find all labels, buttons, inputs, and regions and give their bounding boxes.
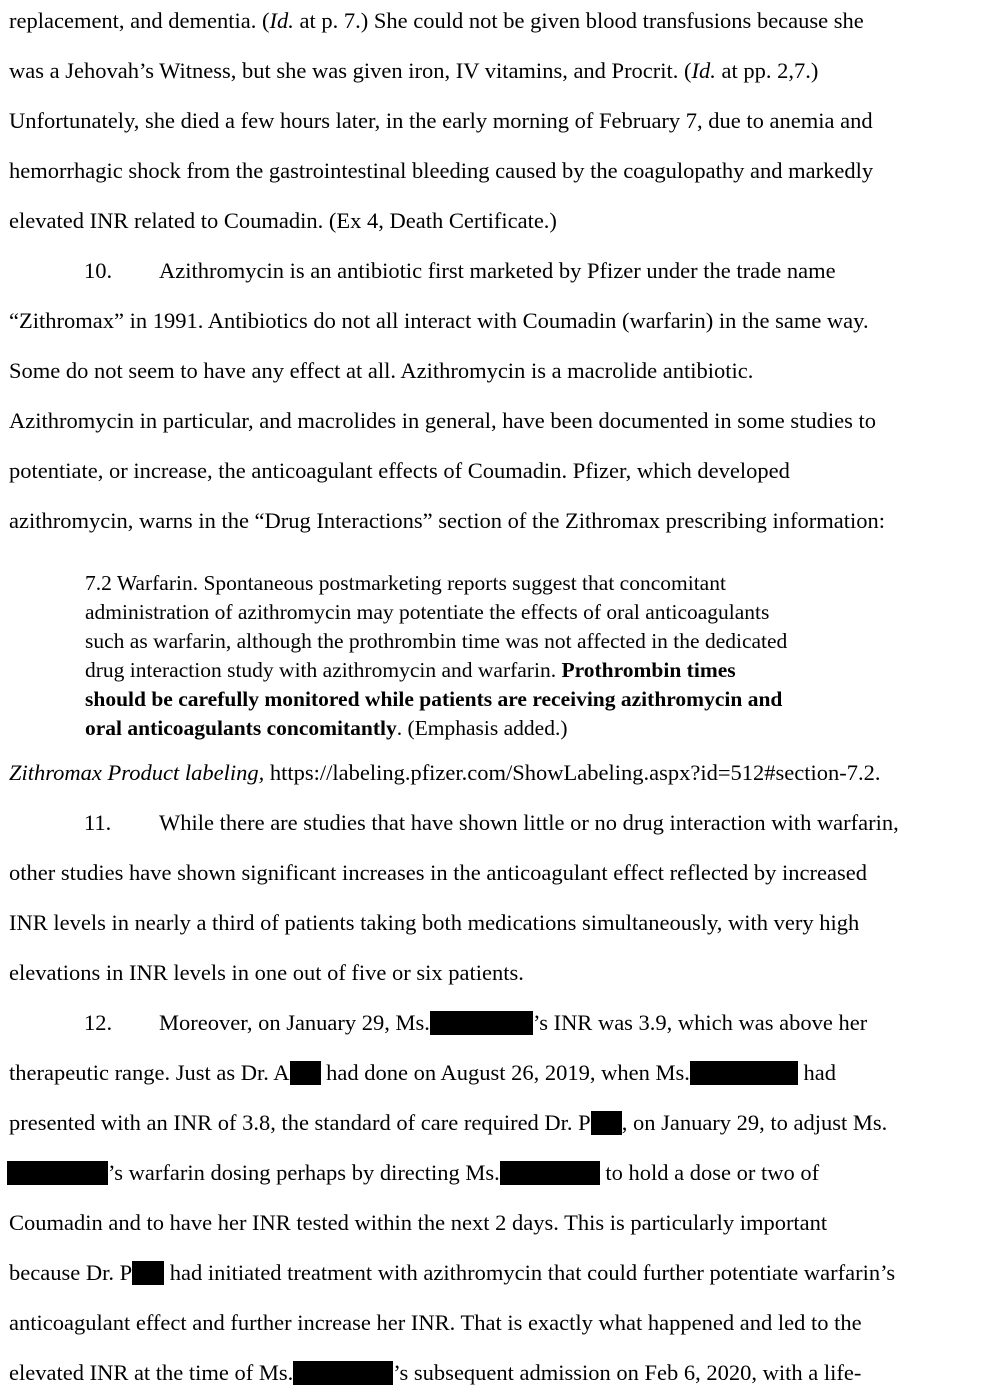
- italic-citation: Id.: [269, 8, 294, 33]
- text-line: INR levels in nearly a third of patients taking both medications simultaneously, with very high: [9, 910, 860, 935]
- text-line: elevations in INR levels in one out of five or six patients.: [9, 960, 524, 985]
- text-line: [9, 1110, 887, 1136]
- paragraph-12-first-line: [9, 1010, 867, 1036]
- redaction-bar: [132, 1261, 164, 1285]
- redaction-bar: [290, 1061, 321, 1085]
- redaction-bar: [500, 1161, 600, 1185]
- text-run: because Dr. P: [9, 1260, 133, 1285]
- paragraph-number: 10.: [84, 258, 113, 283]
- redaction-bar: [293, 1361, 393, 1385]
- text-line: “Zithromax” in 1991. Antibiotics do not all interact with Coumadin (warfarin) in the same way.: [9, 308, 869, 333]
- text-run: therapeutic range. Just as Dr. A: [9, 1060, 290, 1085]
- text-line: Azithromycin in particular, and macrolides in general, have been documented in some studies to: [9, 408, 876, 433]
- text-line: [9, 58, 818, 84]
- citation-title: Zithromax Product labeling,: [9, 760, 265, 785]
- text-run: Moreover, on January 29, Ms.: [159, 1010, 430, 1035]
- text-line: [9, 1360, 861, 1386]
- text-run: drug interaction study with azithromycin and warfarin.: [85, 658, 562, 682]
- text-line: Some do not seem to have any effect at all. Azithromycin is a macrolide antibiotic.: [9, 358, 754, 383]
- redaction-bar: [591, 1111, 622, 1135]
- text-line: azithromycin, warns in the “Drug Interactions” section of the Zithromax prescribing information:: [9, 508, 885, 533]
- redaction-bar: [430, 1011, 533, 1035]
- quote-line: such as warfarin, although the prothrombin time was not affected in the dedicated: [85, 629, 788, 653]
- emphasis-text: Prothrombin times: [561, 658, 736, 682]
- quote-line: [85, 715, 568, 741]
- text-run: was a Jehovah’s Witness, but she was given iron, IV vitamins, and Procrit. (: [9, 58, 692, 83]
- text-run: at pp. 2,7.): [715, 58, 819, 83]
- citation-line: [9, 760, 881, 786]
- text-run: to hold a dose or two of: [599, 1160, 820, 1185]
- text-run: at p. 7.) She could not be given blood transfusions because she: [293, 8, 864, 33]
- text-run: ’s INR was 3.9, which was above her: [532, 1010, 868, 1035]
- citation-url: https://labeling.pfizer.com/ShowLabeling.aspx?id=512#section-7.2.: [264, 760, 881, 785]
- text-run: had: [797, 1060, 837, 1085]
- quote-line: administration of azithromycin may potentiate the effects of oral anticoagulants: [85, 600, 770, 624]
- paragraph-number: 12.: [84, 1010, 113, 1035]
- text-line: [9, 1260, 895, 1286]
- quote-line: [85, 686, 782, 712]
- text-line: [9, 1060, 836, 1086]
- text-run: replacement, and dementia. (: [9, 8, 270, 33]
- redaction-bar: [690, 1061, 798, 1085]
- text-line: elevated INR related to Coumadin. (Ex 4, Death Certificate.): [9, 208, 557, 233]
- text-line: potentiate, or increase, the anticoagulant effects of Coumadin. Pfizer, which developed: [9, 458, 790, 483]
- text-line: [9, 8, 864, 34]
- text-run: , on January 29, to adjust Ms.: [621, 1110, 888, 1135]
- text-run: presented with an INR of 3.8, the standard of care required Dr. P: [9, 1110, 591, 1135]
- text-run: . (Emphasis added.): [396, 716, 568, 740]
- italic-citation: Id.: [691, 58, 716, 83]
- paragraph-10-first-line: [9, 258, 836, 284]
- text-line: other studies have shown significant increases in the anticoagulant effect reflected by increased: [9, 860, 867, 885]
- quote-line: [85, 657, 736, 683]
- redaction-bar: [7, 1161, 108, 1185]
- text-run: elevated INR at the time of Ms.: [9, 1360, 294, 1385]
- text-line: Unfortunately, she died a few hours later, in the early morning of February 7, due to anemia and: [9, 108, 873, 133]
- text-line: [7, 1160, 819, 1186]
- emphasis-text: should be carefully monitored while patients are receiving azithromycin and: [85, 687, 783, 711]
- paragraph-11-first-line: [9, 810, 899, 836]
- text-run: had done on August 26, 2019, when Ms.: [320, 1060, 690, 1085]
- text-line: hemorrhagic shock from the gastrointestinal bleeding caused by the coagulopathy and markedly: [9, 158, 874, 183]
- emphasis-text: oral anticoagulants concomitantly: [85, 716, 397, 740]
- text-run: Azithromycin is an antibiotic first marketed by Pfizer under the trade name: [159, 258, 836, 283]
- paragraph-number: 11.: [84, 810, 112, 835]
- quote-line: 7.2 Warfarin. Spontaneous postmarketing reports suggest that concomitant: [85, 571, 726, 595]
- text-run: ’s subsequent admission on Feb 6, 2020, with a life-: [393, 1360, 862, 1385]
- text-run: ’s warfarin dosing perhaps by directing Ms.: [108, 1160, 500, 1185]
- text-run: While there are studies that have shown little or no drug interaction with warfarin,: [159, 810, 899, 835]
- text-run: had initiated treatment with azithromycin that could further potentiate warfarin’s: [164, 1260, 896, 1285]
- text-line: Coumadin and to have her INR tested within the next 2 days. This is particularly important: [9, 1210, 828, 1235]
- text-line: anticoagulant effect and further increase her INR. That is exactly what happened and led to the: [9, 1310, 862, 1335]
